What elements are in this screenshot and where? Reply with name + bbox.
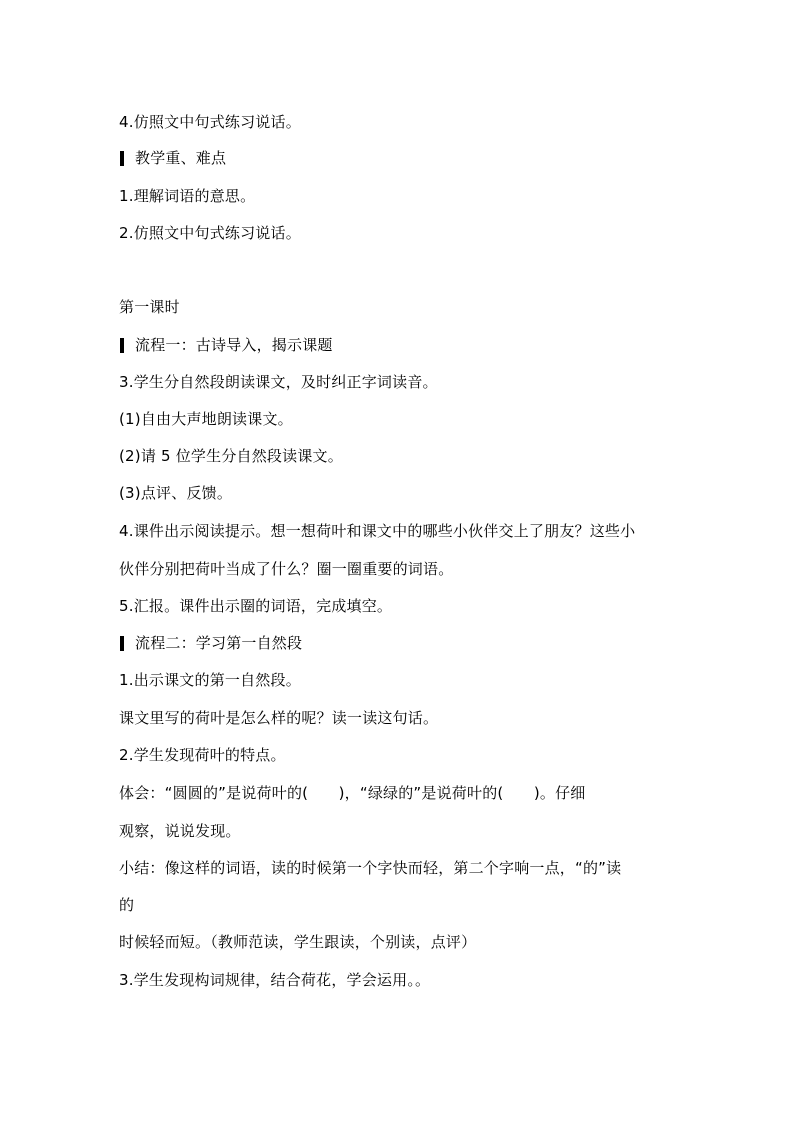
- paragraph-key-point-2: 2.仿照文中句式练习说话。: [119, 224, 301, 242]
- heading-bar-marker: [120, 636, 124, 651]
- paragraph-step-3: 3.学生分自然段朗读课文，及时纠正字词读音。: [119, 373, 438, 391]
- paragraph-step-4-continued: 伙伴分别把荷叶当成了什么？圈一圈重要的词语。: [119, 560, 454, 578]
- paragraph-key-point-1: 1.理解词语的意思。: [119, 187, 256, 205]
- paragraph-question: 课文里写的荷叶是怎么样的呢？读一读这句话。: [119, 709, 439, 727]
- paragraph-experience: 体会：“圆圆的”是说荷叶的( )，“绿绿的”是说荷叶的( )。仔细: [119, 784, 586, 802]
- paragraph-step-2: 2.学生发现荷叶的特点。: [119, 746, 286, 764]
- section-heading-process-2: [119, 633, 679, 653]
- paragraph-substep-1: (1)自由大声地朗读课文。: [119, 410, 293, 428]
- heading-bar-marker: [120, 151, 124, 166]
- section-heading-key-points: [119, 148, 679, 168]
- heading-text: 流程一：古诗导入，揭示课题: [135, 336, 333, 354]
- lesson-period-title: 第一课时: [119, 298, 180, 316]
- paragraph-summary-wrap: 的: [119, 896, 135, 914]
- heading-bar-marker: [120, 338, 124, 353]
- paragraph-experience-continued: 观察，说说发现。: [119, 822, 241, 840]
- paragraph-objective-4: 4.仿照文中句式练习说话。: [119, 113, 301, 131]
- paragraph-summary-continued: 时候轻而短。（教师范读，学生跟读，个别读，点评）: [119, 933, 477, 951]
- section-heading-process-1: [119, 335, 679, 355]
- paragraph-summary: 小结：像这样的词语，读的时候第一个字快而轻，第二个字响一点，“的”读: [119, 859, 622, 877]
- paragraph-step-5: 5.汇报。课件出示圈的词语，完成填空。: [119, 597, 393, 615]
- paragraph-step-3-word-rule: 3.学生发现构词规律，结合荷花，学会运用。。: [119, 971, 431, 989]
- paragraph-substep-3: (3)点评、反馈。: [119, 484, 233, 502]
- paragraph-step-4: 4.课件出示阅读提示。想一想荷叶和课文中的哪些小伙伴交上了朋友？这些小: [119, 522, 636, 540]
- paragraph-step-1: 1.出示课文的第一自然段。: [119, 671, 301, 689]
- paragraph-substep-2: (2)请 5 位学生分自然段读课文。: [119, 447, 343, 465]
- heading-text: 教学重、难点: [135, 149, 227, 167]
- heading-text: 流程二：学习第一自然段: [135, 634, 303, 652]
